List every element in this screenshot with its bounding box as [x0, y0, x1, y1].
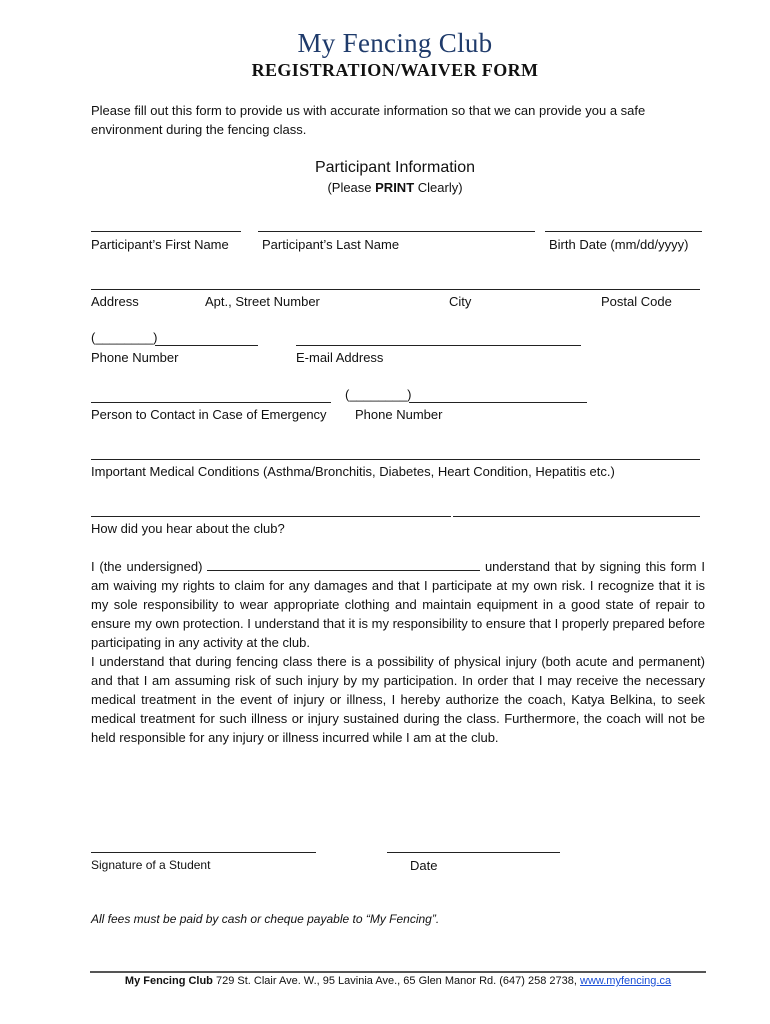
hear-about-label: How did you hear about the club?	[91, 521, 285, 536]
birth-date-label: Birth Date (mm/dd/yyyy)	[549, 237, 689, 252]
footer-address: 729 St. Clair Ave. W., 95 Lavinia Ave., 65 Glen Manor Rd. (647) 258 2738,	[212, 975, 580, 987]
section-heading: Participant Information	[314, 159, 476, 176]
undersigned-name-field[interactable]	[207, 558, 480, 571]
fees-note: All fees must be paid by cash or cheque payable to “My Fencing”.	[91, 912, 440, 926]
waiver-paragraph-1	[91, 557, 705, 652]
medical-conditions-field[interactable]	[91, 459, 700, 460]
print-note-bold: PRINT	[375, 180, 415, 195]
phone-area-code: (________)	[91, 330, 158, 345]
last-name-label: Participant’s Last Name	[262, 237, 400, 252]
email-field[interactable]	[296, 345, 581, 346]
footer-divider	[90, 971, 706, 973]
emergency-phone-area-code: (________)	[345, 387, 412, 402]
address-label: Address	[91, 294, 139, 309]
hear-about-field[interactable]	[91, 516, 451, 517]
first-name-field[interactable]	[91, 231, 241, 232]
section-subheading	[0, 180, 770, 195]
footer-website-link[interactable]: www.myfencing.ca	[580, 975, 672, 987]
form-club-title: My Fencing Club	[297, 28, 493, 58]
signature-date-field[interactable]	[387, 852, 560, 853]
student-signature-label: Signature of a Student	[91, 858, 211, 872]
last-name-field[interactable]	[258, 231, 535, 232]
footer	[0, 975, 770, 987]
footer-club-name: My Fencing Club	[124, 975, 213, 987]
waiver-text	[91, 557, 705, 747]
form-title: REGISTRATION/WAIVER FORM	[251, 60, 539, 80]
emergency-contact-label: Person to Contact in Case of Emergency	[91, 407, 327, 422]
emergency-contact-field[interactable]	[91, 402, 331, 403]
emergency-phone-label: Phone Number	[355, 407, 443, 422]
intro-text: Please fill out this form to provide us with accurate information so that we can provide you a safe environment during the fencing class.	[91, 103, 646, 137]
signature-date-label: Date	[410, 858, 438, 873]
street-label: Apt., Street Number	[205, 294, 320, 309]
medical-conditions-label: Important Medical Conditions (Asthma/Bronchitis, Diabetes, Heart Condition, Hepatitis etc.)	[91, 464, 615, 479]
student-signature-field[interactable]	[91, 852, 316, 853]
first-name-label: Participant’s First Name	[91, 237, 229, 252]
waiver-p1-rest: understand that by signing this form I am waiving my rights to claim for any damages and that I participate at my own risk. I recognize that it is my sole responsibility to wear appropriate clothing and maintain equipment in a good state of repair to ensure my own protection. I understand that it is my responsibility to ensure that I properly prepared before participating in any activity at the club.	[91, 559, 705, 650]
email-label: E-mail Address	[296, 350, 384, 365]
print-note-suffix: Clearly)	[414, 180, 463, 195]
phone-label: Phone Number	[91, 350, 179, 365]
print-note-prefix: (Please	[327, 180, 376, 195]
city-label: City	[449, 294, 472, 309]
phone-field[interactable]	[155, 345, 258, 346]
birth-date-field[interactable]	[545, 231, 702, 232]
waiver-paragraph-2: I understand that during fencing class there is a possibility of physical injury (both acute and permanent) and that I am assuming risk of such injury by my participation. In order that I may receive the necessary medical treatment in the event of injury or illness, I hereby authorize the coach, Katya Belkina, to seek medical treatment for such illness or injury sustained during the class. Furthermore, the coach will not be held responsible for any injury or illness incurred while I am at the club.	[91, 654, 705, 745]
hear-about-field-extra[interactable]	[453, 516, 700, 517]
postal-code-label: Postal Code	[601, 294, 672, 309]
address-field[interactable]	[91, 289, 700, 290]
emergency-phone-field[interactable]	[409, 402, 587, 403]
waiver-undersigned: I (the undersigned)	[91, 559, 203, 574]
